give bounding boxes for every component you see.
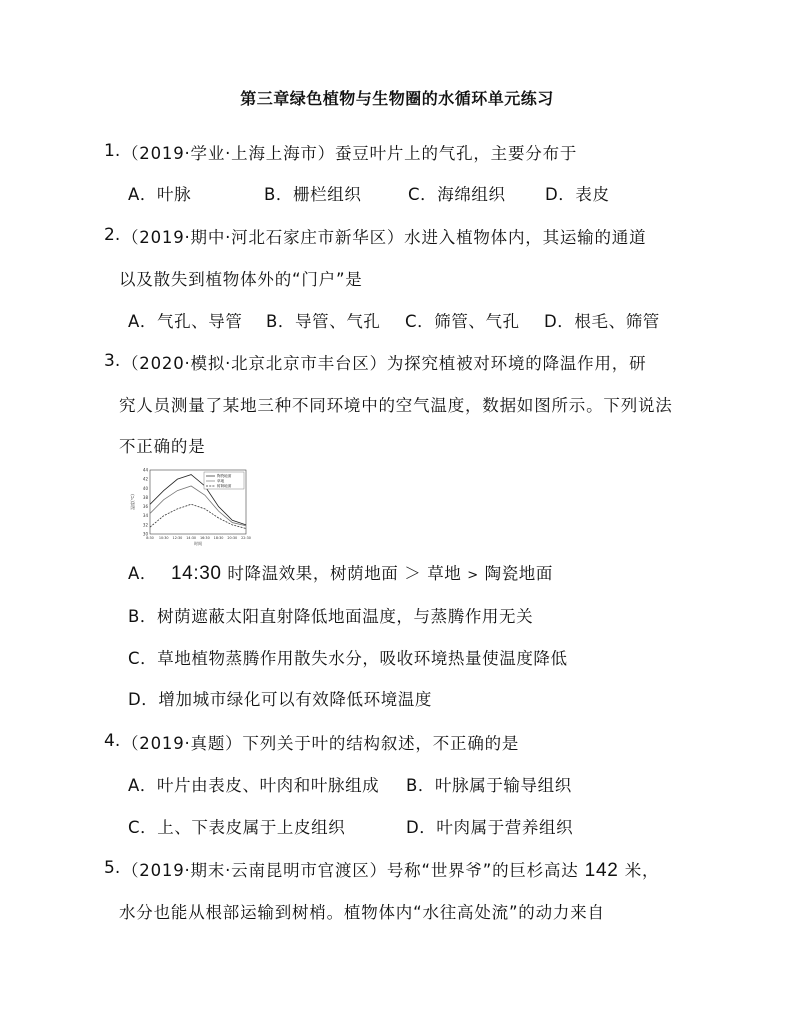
page-title: 第三章绿色植物与生物圈的水循环单元练习 [240, 89, 554, 108]
question-3-option-a-time: 14:30 [171, 563, 222, 584]
x-tick-label: 10:30 [158, 536, 169, 540]
x-tick-label: 20:30 [227, 536, 238, 540]
question-3-option-a-text-3: 陶瓷地面 [478, 564, 553, 583]
question-3-option-a [128, 560, 553, 585]
x-tick-label: 18:30 [213, 536, 224, 540]
question-3-option-a-text-2: 草地 [421, 564, 468, 583]
y-tick-label: 32 [142, 522, 148, 528]
question-4-option-a: A．叶片由表皮、叶肉和叶脉组成 [128, 776, 380, 795]
series-line-3 [150, 504, 246, 528]
question-5-number: 5. [104, 858, 121, 878]
x-tick-label: 12:30 [172, 536, 183, 540]
question-2-number: 2. [104, 225, 121, 245]
legend-label-1: 陶瓷地面 [217, 474, 232, 478]
question-2-stem-line-2: 以及散失到植物体外的“门户”是 [119, 270, 363, 289]
question-3-option-a-text-1: 时降温效果，树荫地面 [221, 564, 405, 583]
x-tick-label: 8:30 [146, 536, 154, 540]
y-tick-label: 40 [142, 485, 148, 491]
y-tick-label: 30 [142, 531, 148, 537]
question-2-option-d: D．根毛、筛管 [544, 312, 660, 331]
question-1-option-a: A．叶脉 [128, 185, 192, 204]
x-tick-label: 14:30 [186, 536, 197, 540]
legend-label-3: 树荫地面 [217, 484, 232, 488]
question-3-stem-line-2: 究人员测量了某地三种不同环境中的空气温度，数据如图所示。下列说法 [119, 396, 673, 415]
question-4-stem: （2019·真题）下列关于叶的结构叙述，不正确的是 [122, 734, 520, 753]
question-2-stem-line-1: （2019·期中·河北石家庄市新华区）水进入植物体内，其运输的通道 [122, 228, 647, 247]
question-3-option-a-gt-1: ＞ [404, 564, 422, 583]
y-axis-label: 温度(℃) [130, 494, 135, 510]
y-tick-label: 42 [142, 476, 148, 482]
question-2-option-c: C．筛管、气孔 [405, 312, 520, 331]
question-3-stem-line-1: （2020·模拟·北京北京市丰台区）为探究植被对环境的降温作用，研 [122, 354, 647, 373]
question-4-option-c: C．上、下表皮属于上皮组织 [128, 818, 346, 837]
question-2-option-a: A．气孔、导管 [128, 312, 243, 331]
y-tick-label: 34 [142, 513, 148, 519]
y-tick-label: 38 [142, 494, 148, 500]
question-5-stem-text-a: （2019·期末·云南昆明市官渡区）号称“世界爷”的巨杉高达 [122, 861, 579, 880]
question-1-option-b: B．栅栏组织 [264, 185, 362, 204]
question-3-option-a-prefix: A． [128, 564, 157, 583]
question-3-option-b: B．树荫遮蔽太阳直射降低地面温度，与蒸腾作用无关 [128, 607, 534, 626]
question-4-number: 4. [104, 731, 121, 751]
question-4-option-d: D．叶肉属于营养组织 [406, 818, 574, 837]
question-3-option-d: D．增加城市绿化可以有效降低环境温度 [128, 690, 433, 709]
question-5-stem-text-b: 米， [624, 861, 660, 880]
question-1-number: 1. [104, 141, 121, 161]
question-5-height-number: 142 [584, 860, 619, 881]
question-2-option-b: B．导管、气孔 [266, 312, 381, 331]
y-tick-label: 44 [142, 467, 148, 473]
question-3-stem-line-3: 不正确的是 [119, 437, 206, 456]
question-1-option-c: C．海绵组织 [408, 185, 506, 204]
question-3-option-c: C．草地植物蒸腾作用散失水分，吸收环境热量使温度降低 [128, 649, 568, 668]
y-tick-label: 36 [142, 504, 148, 510]
question-3-option-a-gt-2: > [467, 568, 479, 583]
question-5-stem-line-2: 水分也能从根部运输到树梢。植物体内“水往高处流”的动力来自 [119, 903, 605, 922]
x-tick-label: 16:30 [199, 536, 210, 540]
x-tick-label: 22:30 [241, 536, 251, 540]
x-axis-label: 时间 [194, 541, 202, 546]
temperature-line-chart [128, 464, 254, 548]
question-4-option-b: B．叶脉属于输导组织 [406, 776, 572, 795]
question-5-stem-line-1 [122, 857, 659, 882]
legend-label-2: 草地 [217, 479, 225, 483]
question-3-number: 3. [104, 351, 121, 371]
question-1-option-d: D．表皮 [545, 185, 610, 204]
question-1-stem: （2019·学业·上海上海市）蚕豆叶片上的气孔，主要分布于 [122, 144, 578, 163]
